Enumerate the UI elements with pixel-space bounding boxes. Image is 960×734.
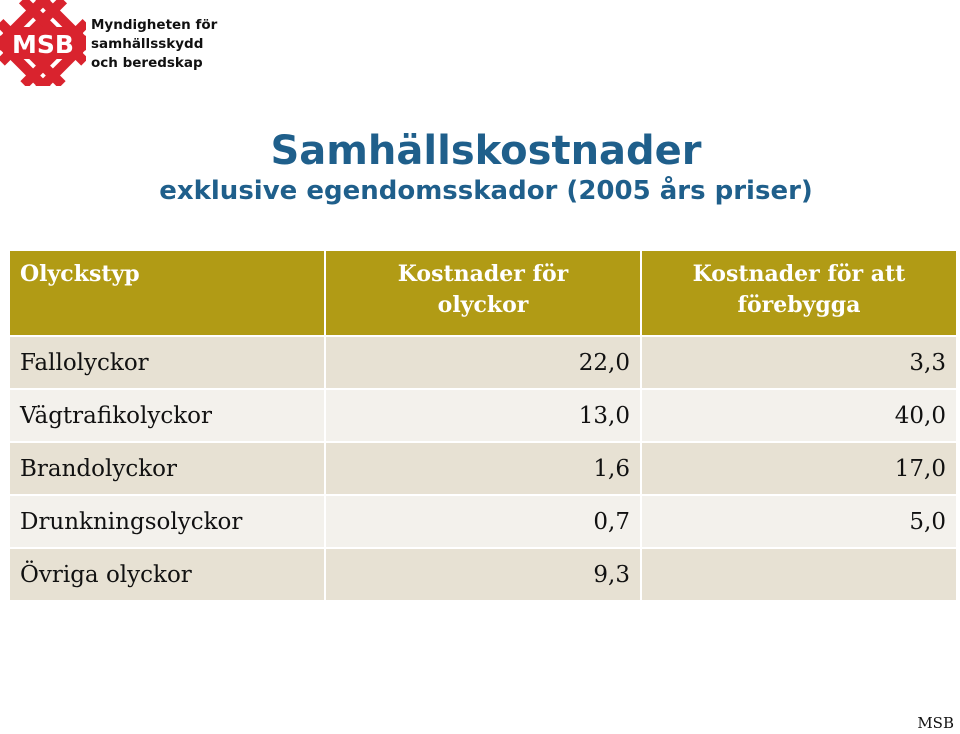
logo-name-line-2: samhällsskydd bbox=[91, 36, 204, 52]
header-accident-costs-line-2: olyckor bbox=[437, 292, 529, 318]
row-accident-type: Drunkningsolyckor bbox=[9, 495, 325, 548]
row-prevention-cost bbox=[641, 548, 957, 601]
logo-organization-name bbox=[91, 16, 217, 73]
header-accident-type bbox=[9, 250, 325, 336]
table-row bbox=[9, 336, 957, 389]
logo-mark-text: MSB bbox=[12, 30, 74, 59]
row-prevention-cost: 17,0 bbox=[641, 442, 957, 495]
logo-name-line-1: Myndigheten för bbox=[91, 17, 218, 33]
msb-logo bbox=[0, 0, 218, 84]
row-accident-cost: 22,0 bbox=[325, 336, 641, 389]
header-prevention-costs-line-1: Kostnader för att bbox=[692, 261, 906, 287]
table-row bbox=[9, 442, 957, 495]
header-prevention-costs-line-2: förebygga bbox=[737, 292, 861, 318]
row-accident-cost: 9,3 bbox=[325, 548, 641, 601]
row-accident-cost: 1,6 bbox=[325, 442, 641, 495]
logo-name-line-3: och beredskap bbox=[91, 55, 203, 71]
table-row bbox=[9, 389, 957, 442]
table-header-row bbox=[9, 250, 957, 336]
page-subtitle: exklusive egendomsskador (2005 års priser) bbox=[159, 176, 813, 206]
row-prevention-cost: 3,3 bbox=[641, 336, 957, 389]
row-accident-cost: 13,0 bbox=[325, 389, 641, 442]
header-accident-type-label: Olyckstyp bbox=[20, 261, 140, 287]
page-title: Samhällskostnader bbox=[270, 128, 702, 174]
table-row bbox=[9, 495, 957, 548]
header-accident-costs-line-1: Kostnader för bbox=[397, 261, 569, 287]
row-accident-type: Brandolyckor bbox=[9, 442, 325, 495]
header-prevention-costs bbox=[641, 250, 957, 336]
row-accident-type: Övriga olyckor bbox=[9, 548, 325, 601]
row-prevention-cost: 5,0 bbox=[641, 495, 957, 548]
header-accident-costs bbox=[325, 250, 641, 336]
cost-table bbox=[8, 249, 958, 602]
footer-label: MSB bbox=[917, 714, 954, 732]
table-row bbox=[9, 548, 957, 601]
row-prevention-cost: 40,0 bbox=[641, 389, 957, 442]
row-accident-type: Fallolyckor bbox=[9, 336, 325, 389]
msb-logo-mark bbox=[0, 0, 86, 86]
row-accident-cost: 0,7 bbox=[325, 495, 641, 548]
row-accident-type: Vägtrafikolyckor bbox=[9, 389, 325, 442]
